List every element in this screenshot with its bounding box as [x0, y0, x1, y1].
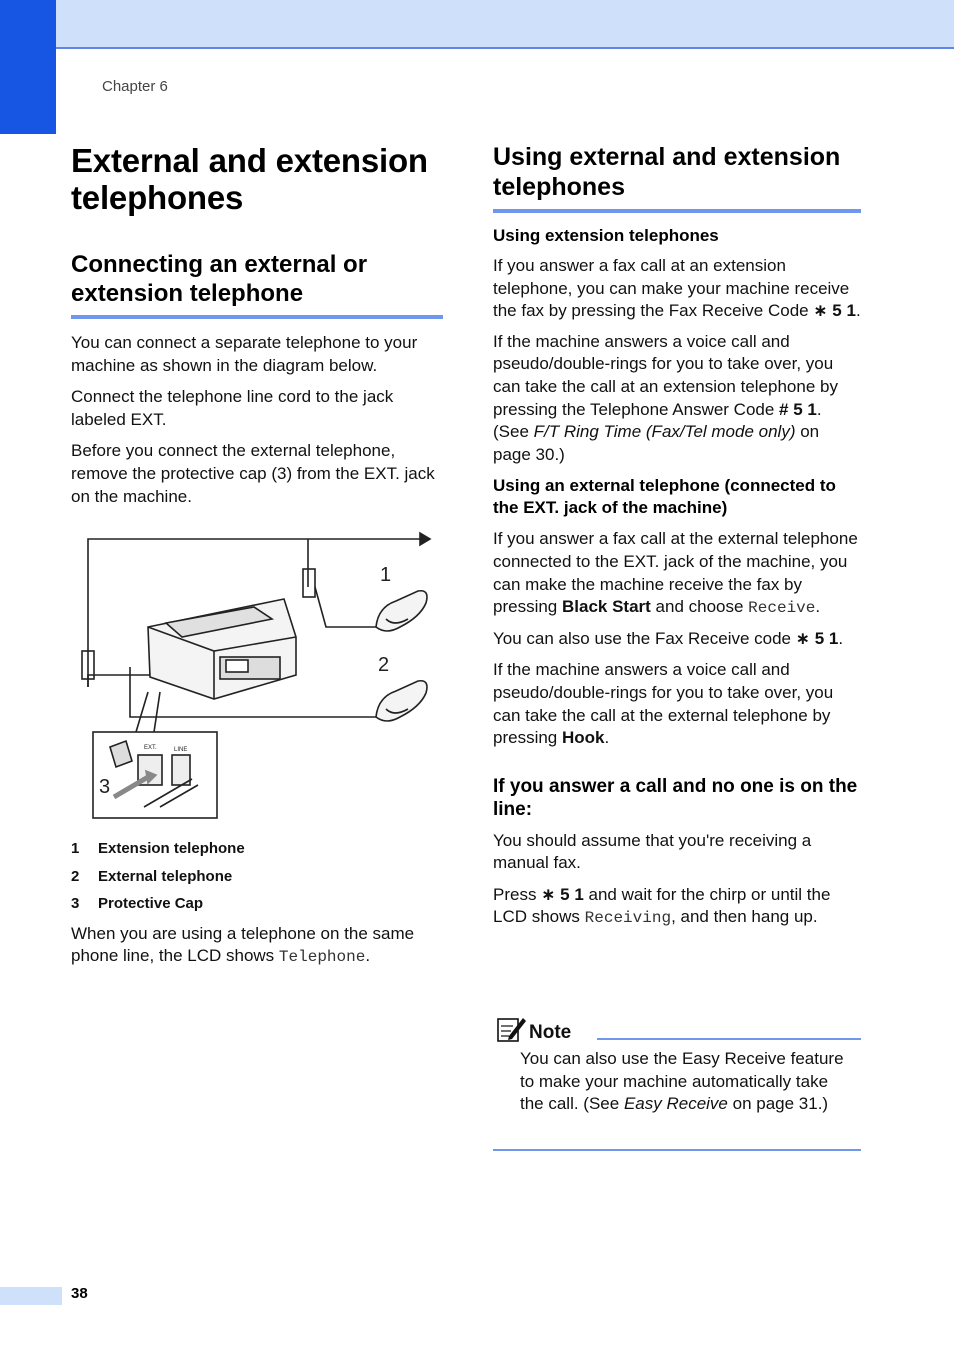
external-paragraph-2: You can also use the Fax Receive code ∗ 5 1.	[493, 628, 844, 648]
section-title-using: Using external and extension telephones	[493, 142, 861, 213]
page-title: External and extension telephones	[71, 142, 428, 216]
heading-external-telephone: Using an external telephone (connected to the EXT. jack of the machine)	[493, 476, 836, 518]
heading-extension-telephones: Using extension telephones	[493, 226, 719, 245]
line-jack-icon	[172, 755, 190, 785]
page-number: 38	[71, 1285, 88, 1302]
chapter-label: Chapter 6	[102, 78, 168, 95]
wall-jack-extension-icon	[303, 569, 315, 597]
easy-receive-reference: Easy Receive	[623, 1094, 728, 1114]
chapter-tab	[0, 0, 56, 134]
heading-no-one-on-line: If you answer a call and no one is on the line:	[493, 775, 858, 820]
callout-2: 2	[378, 654, 390, 676]
extension-paragraph-1: If you answer a fax call at an extension telephone, you can make your machine receive the fax by pressing the Fax Receive Code ∗ 5 1.	[493, 256, 861, 321]
lcd-telephone-paragraph: When you are using a telephone on the same phone line, the LCD shows Telephone.	[71, 923, 415, 967]
header-band	[0, 0, 954, 49]
legend-item: 3 Protective Cap	[71, 895, 204, 912]
line-arrow-icon	[420, 533, 430, 545]
note-label: Note	[529, 1022, 572, 1043]
jack-label-line: LINE	[174, 747, 188, 753]
ft-ring-time-reference: F/T Ring Time (Fax/Tel mode only)	[533, 422, 796, 442]
callout-3: 3	[99, 776, 111, 798]
connect-paragraph-1: You can connect a separate telephone to your machine as shown in the diagram below.	[71, 333, 418, 375]
extension-paragraph-2: If the machine answers a voice call and pseudo/double-rings for you to take over, you can take the call at an extension telephone by pressing the Telephone Answer Code # 5 1. (See F/T Ring Time (Fax/Tel mode only) on page 30.)	[493, 331, 838, 464]
machine-line-cord	[88, 667, 150, 687]
note-rule	[597, 1038, 861, 1040]
connect-paragraph-2: Connect the telephone line cord to the jack labeled EXT.	[71, 387, 394, 429]
fax-lcd-icon	[226, 660, 248, 672]
connection-diagram-svg	[74, 527, 434, 819]
right-column	[493, 142, 861, 930]
noone-paragraph-2: Press ∗ 5 1 and wait for the chirp or until the LCD shows Receiving, and then hang up.	[493, 884, 831, 928]
connection-diagram	[74, 527, 434, 819]
external-paragraph-1: If you answer a fax call at the external telephone connected to the EXT. jack of the machine, you can make the machine receive the fax by pressing Black Start and choose Receive.	[493, 529, 858, 618]
note-box	[493, 1014, 861, 1151]
legend-item: 1 Extension telephone	[71, 840, 245, 857]
left-column	[71, 142, 443, 508]
note-pencil-icon	[495, 1014, 527, 1044]
external-telephone-icon	[376, 681, 427, 721]
jack-label-ext: EXT.	[144, 745, 157, 751]
note-text: You can also use the Easy Receive feature to make your machine automatically take the call. (See Easy Receive on page 31.)	[520, 1049, 844, 1114]
footer-band	[0, 1287, 62, 1305]
external-paragraph-3: If the machine answers a voice call and pseudo/double-rings for you to take over, you can take the call at the external telephone by pressing Hook.	[493, 660, 834, 748]
noone-paragraph-1: You should assume that you're receiving a manual fax.	[493, 830, 812, 873]
section-title-connecting: Connecting an external or extension telephone	[71, 250, 443, 319]
callout-1: 1	[380, 564, 392, 586]
connect-paragraph-3: Before you connect the external telephone, remove the protective cap (3) from the EXT. jack on the machine.	[71, 441, 435, 506]
legend-item: 2 External telephone	[71, 867, 233, 885]
left-column-lower	[71, 840, 443, 969]
diagram-legend	[71, 840, 443, 913]
extension-cord	[315, 587, 378, 627]
note-header	[493, 1014, 861, 1048]
extension-telephone-icon	[376, 591, 427, 631]
